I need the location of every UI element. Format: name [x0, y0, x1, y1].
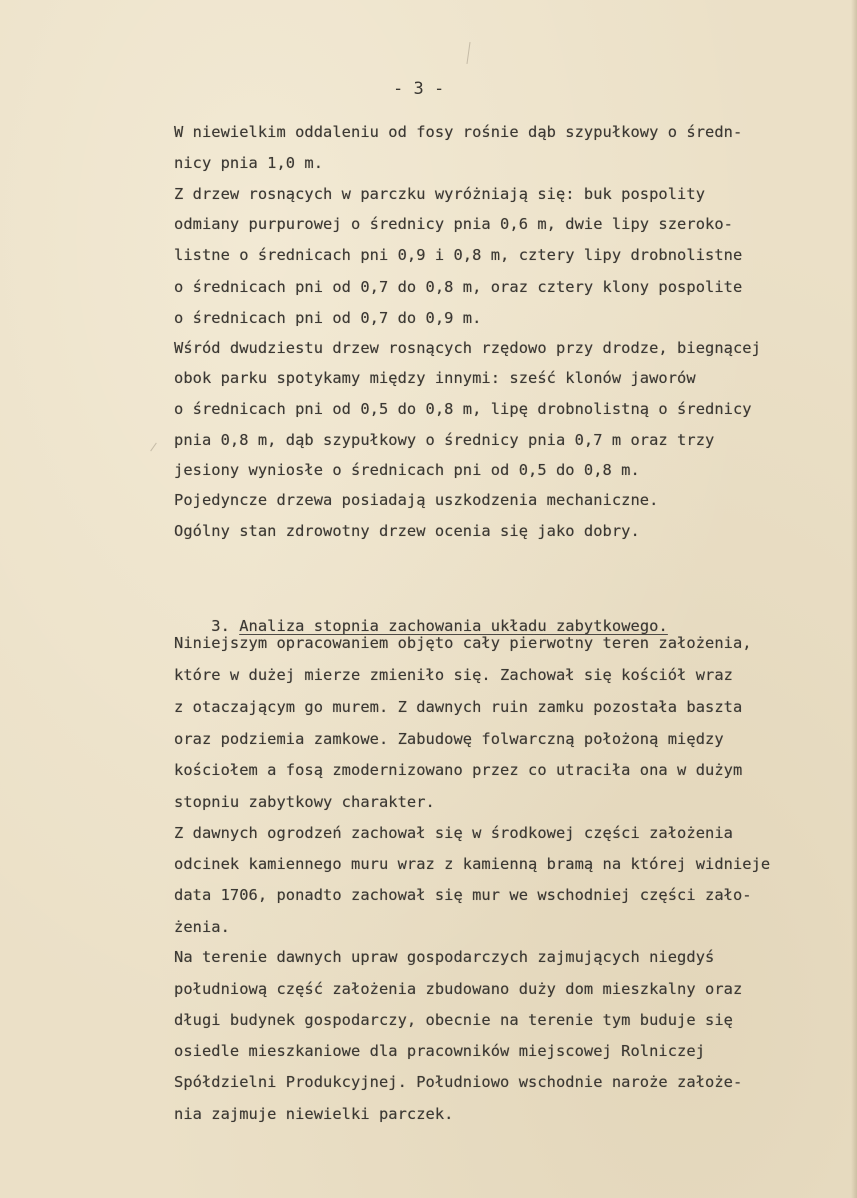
text-line: długi budynek gospodarczy, obecnie na terenie tym buduje się: [174, 1011, 733, 1029]
section-heading-number: 3.: [211, 617, 230, 635]
text-line: Pojedyncze drzewa posiadają uszkodzenia mechaniczne.: [174, 491, 659, 509]
paper-mark: [150, 443, 157, 452]
text-line: jesiony wyniosłe o średnicach pni od 0,5 do 0,8 m.: [174, 461, 640, 479]
text-line: żenia.: [174, 918, 230, 936]
text-line: data 1706, ponadto zachował się mur we wschodniej części zało-: [174, 886, 752, 904]
text-line: o średnicach pni od 0,7 do 0,8 m, oraz cztery klony pospolite: [174, 278, 743, 296]
page-number: - 3 -: [393, 79, 445, 99]
text-line: nicy pnia 1,0 m.: [174, 154, 324, 172]
text-line: południową część założenia zbudowano duży dom mieszkalny oraz: [174, 980, 743, 998]
text-line: Spółdzielni Produkcyjnej. Południowo wschodnie naroże założe-: [174, 1073, 743, 1091]
text-line: o średnicach pni od 0,7 do 0,9 m.: [174, 309, 482, 327]
text-line: oraz podziemia zamkowe. Zabudowę folwarczną położoną między: [174, 730, 724, 748]
text-line: Niniejszym opracowaniem objęto cały pierwotny teren założenia,: [174, 634, 752, 652]
text-line: listne o średnicach pni 0,9 i 0,8 m, cztery lipy drobnolistne: [174, 246, 743, 264]
text-line: stopniu zabytkowy charakter.: [174, 793, 435, 811]
text-line: pnia 0,8 m, dąb szypułkowy o średnicy pnia 0,7 m oraz trzy: [174, 431, 715, 449]
text-line: Z drzew rosnących w parczku wyróżniają się: buk pospolity: [174, 185, 706, 203]
text-line: z otaczającym go murem. Z dawnych ruin zamku pozostała baszta: [174, 698, 743, 716]
text-line: o średnicach pni od 0,5 do 0,8 m, lipę drobnolistną o średnicy: [174, 400, 752, 418]
text-line: Z dawnych ogrodzeń zachował się w środkowej części założenia: [174, 824, 733, 842]
text-line: obok parku spotykamy między innymi: sześć klonów jaworów: [174, 369, 696, 387]
text-line: nia zajmuje niewielki parczek.: [174, 1105, 454, 1123]
text-line: kościołem a fosą zmodernizowano przez co utraciła ona w dużym: [174, 761, 743, 779]
text-line: Wśród dwudziestu drzew rosnących rzędowo przy drodze, biegnącej: [174, 339, 761, 357]
section-heading-title: Analiza stopnia zachowania układu zabytkowego.: [239, 617, 668, 635]
text-line: które w dużej mierze zmieniło się. Zachował się kościół wraz: [174, 666, 733, 684]
text-line: odcinek kamiennego muru wraz z kamienną bramą na której widnieje: [174, 855, 771, 873]
text-line: Ogólny stan zdrowotny drzew ocenia się jako dobry.: [174, 522, 640, 540]
paper-edge: [851, 0, 857, 1198]
paper-mark: [466, 42, 470, 64]
text-line: W niewielkim oddaleniu od fosy rośnie dąb szypułkowy o średn-: [174, 123, 743, 141]
text-line: odmiany purpurowej o średnicy pnia 0,6 m, dwie lipy szeroko-: [174, 215, 733, 233]
text-line: Na terenie dawnych upraw gospodarczych zajmujących niegdyś: [174, 948, 715, 966]
text-line: osiedle mieszkaniowe dla pracowników miejscowej Rolniczej: [174, 1042, 706, 1060]
